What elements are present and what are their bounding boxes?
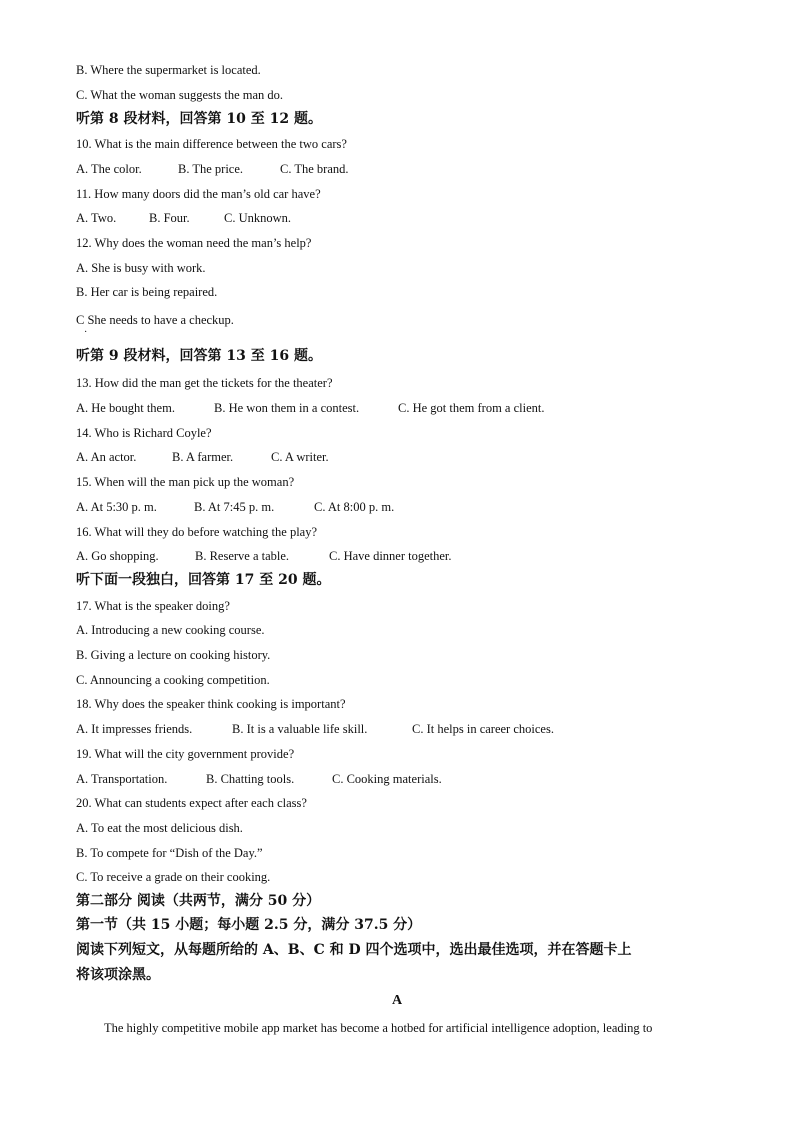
option-c: C. It helps in career choices. xyxy=(412,722,554,736)
option-b: B. Four. xyxy=(149,211,190,225)
option-line: C. To receive a grade on their cooking. xyxy=(76,870,271,884)
option-b: B. He won them in a contest. xyxy=(214,401,360,415)
section-heading: 听第 9 段材料，回答第 13 至 16 题。 xyxy=(76,348,322,364)
option-line: C. Announcing a cooking competition. xyxy=(76,673,270,687)
section-heading: 听第 8 段材料，回答第 10 至 12 题。 xyxy=(76,111,322,127)
option-line: C. What the woman suggests the man do. xyxy=(76,88,284,102)
option-c: C. Cooking materials. xyxy=(332,772,442,786)
option-line: A. To eat the most delicious dish. xyxy=(76,821,243,835)
option-a: A. An actor. xyxy=(76,450,137,464)
instructions-line-2: 将该项涂黑。 xyxy=(76,967,160,983)
option-c: C. At 8:00 p. m. xyxy=(314,500,395,514)
instructions-line-1: 阅读下列短文，从每题所给的 A、B、C 和 D 四个选项中，选出最佳选项，并在答题卡上 xyxy=(76,942,632,958)
question-11: 11. How many doors did the man’s old car have? xyxy=(76,187,321,201)
option-a: A. The color. xyxy=(76,162,142,176)
section-heading: 听下面一段独白，回答第 17 至 20 题。 xyxy=(76,572,331,588)
option-a: A. At 5:30 p. m. xyxy=(76,500,157,514)
option-a: A. It impresses friends. xyxy=(76,722,193,736)
question-14: 14. Who is Richard Coyle? xyxy=(76,426,212,440)
option-b: B. Chatting tools. xyxy=(206,772,295,786)
option-b: B. Reserve a table. xyxy=(195,549,290,563)
option-b: B. At 7:45 p. m. xyxy=(194,500,275,514)
option-c: C. Have dinner together. xyxy=(329,549,452,563)
question-17: 17. What is the speaker doing? xyxy=(76,599,230,613)
option-a: A. He bought them. xyxy=(76,401,175,415)
option-b: B. A farmer. xyxy=(172,450,234,464)
option-c: C. The brand. xyxy=(280,162,349,176)
option-line: B. To compete for “Dish of the Day.” xyxy=(76,846,263,860)
option-c: C. Unknown. xyxy=(224,211,292,225)
option-a: A. Two. xyxy=(76,211,117,225)
option-a: A. Transportation. xyxy=(76,772,168,786)
question-18: 18. Why does the speaker think cooking is important? xyxy=(76,697,346,711)
question-15: 15. When will the man pick up the woman? xyxy=(76,475,295,489)
stray-dot: · xyxy=(84,327,88,338)
passage-label: A xyxy=(391,993,403,1008)
question-13: 13. How did the man get the tickets for the theater? xyxy=(76,376,333,390)
option-c: C. A writer. xyxy=(271,450,329,464)
option-line: B. Giving a lecture on cooking history. xyxy=(76,648,271,662)
option-c: C. He got them from a client. xyxy=(398,401,545,415)
option-line: C She needs to have a checkup. xyxy=(76,313,234,327)
question-19: 19. What will the city government provide? xyxy=(76,747,295,761)
question-10: 10. What is the main difference between the two cars? xyxy=(76,137,347,151)
option-a: A. Go shopping. xyxy=(76,549,159,563)
passage-first-line: The highly competitive mobile app market has become a hotbed for artificial intelligence adoption, leading to xyxy=(104,1021,653,1035)
option-line: B. Where the supermarket is located. xyxy=(76,63,261,77)
question-16: 16. What will they do before watching the play? xyxy=(76,525,318,539)
option-b: B. The price. xyxy=(178,162,244,176)
option-line: B. Her car is being repaired. xyxy=(76,285,218,299)
question-12: 12. Why does the woman need the man’s help? xyxy=(76,236,312,250)
section-heading: 第一节（共 15 小题；每小题 2.5 分，满分 37.5 分） xyxy=(76,917,422,933)
option-line: A. She is busy with work. xyxy=(76,261,206,275)
question-20: 20. What can students expect after each class? xyxy=(76,796,307,810)
option-line: A. Introducing a new cooking course. xyxy=(76,623,265,637)
option-b: B. It is a valuable life skill. xyxy=(232,722,368,736)
part-heading: 第二部分 阅读（共两节，满分 50 分） xyxy=(76,893,321,909)
